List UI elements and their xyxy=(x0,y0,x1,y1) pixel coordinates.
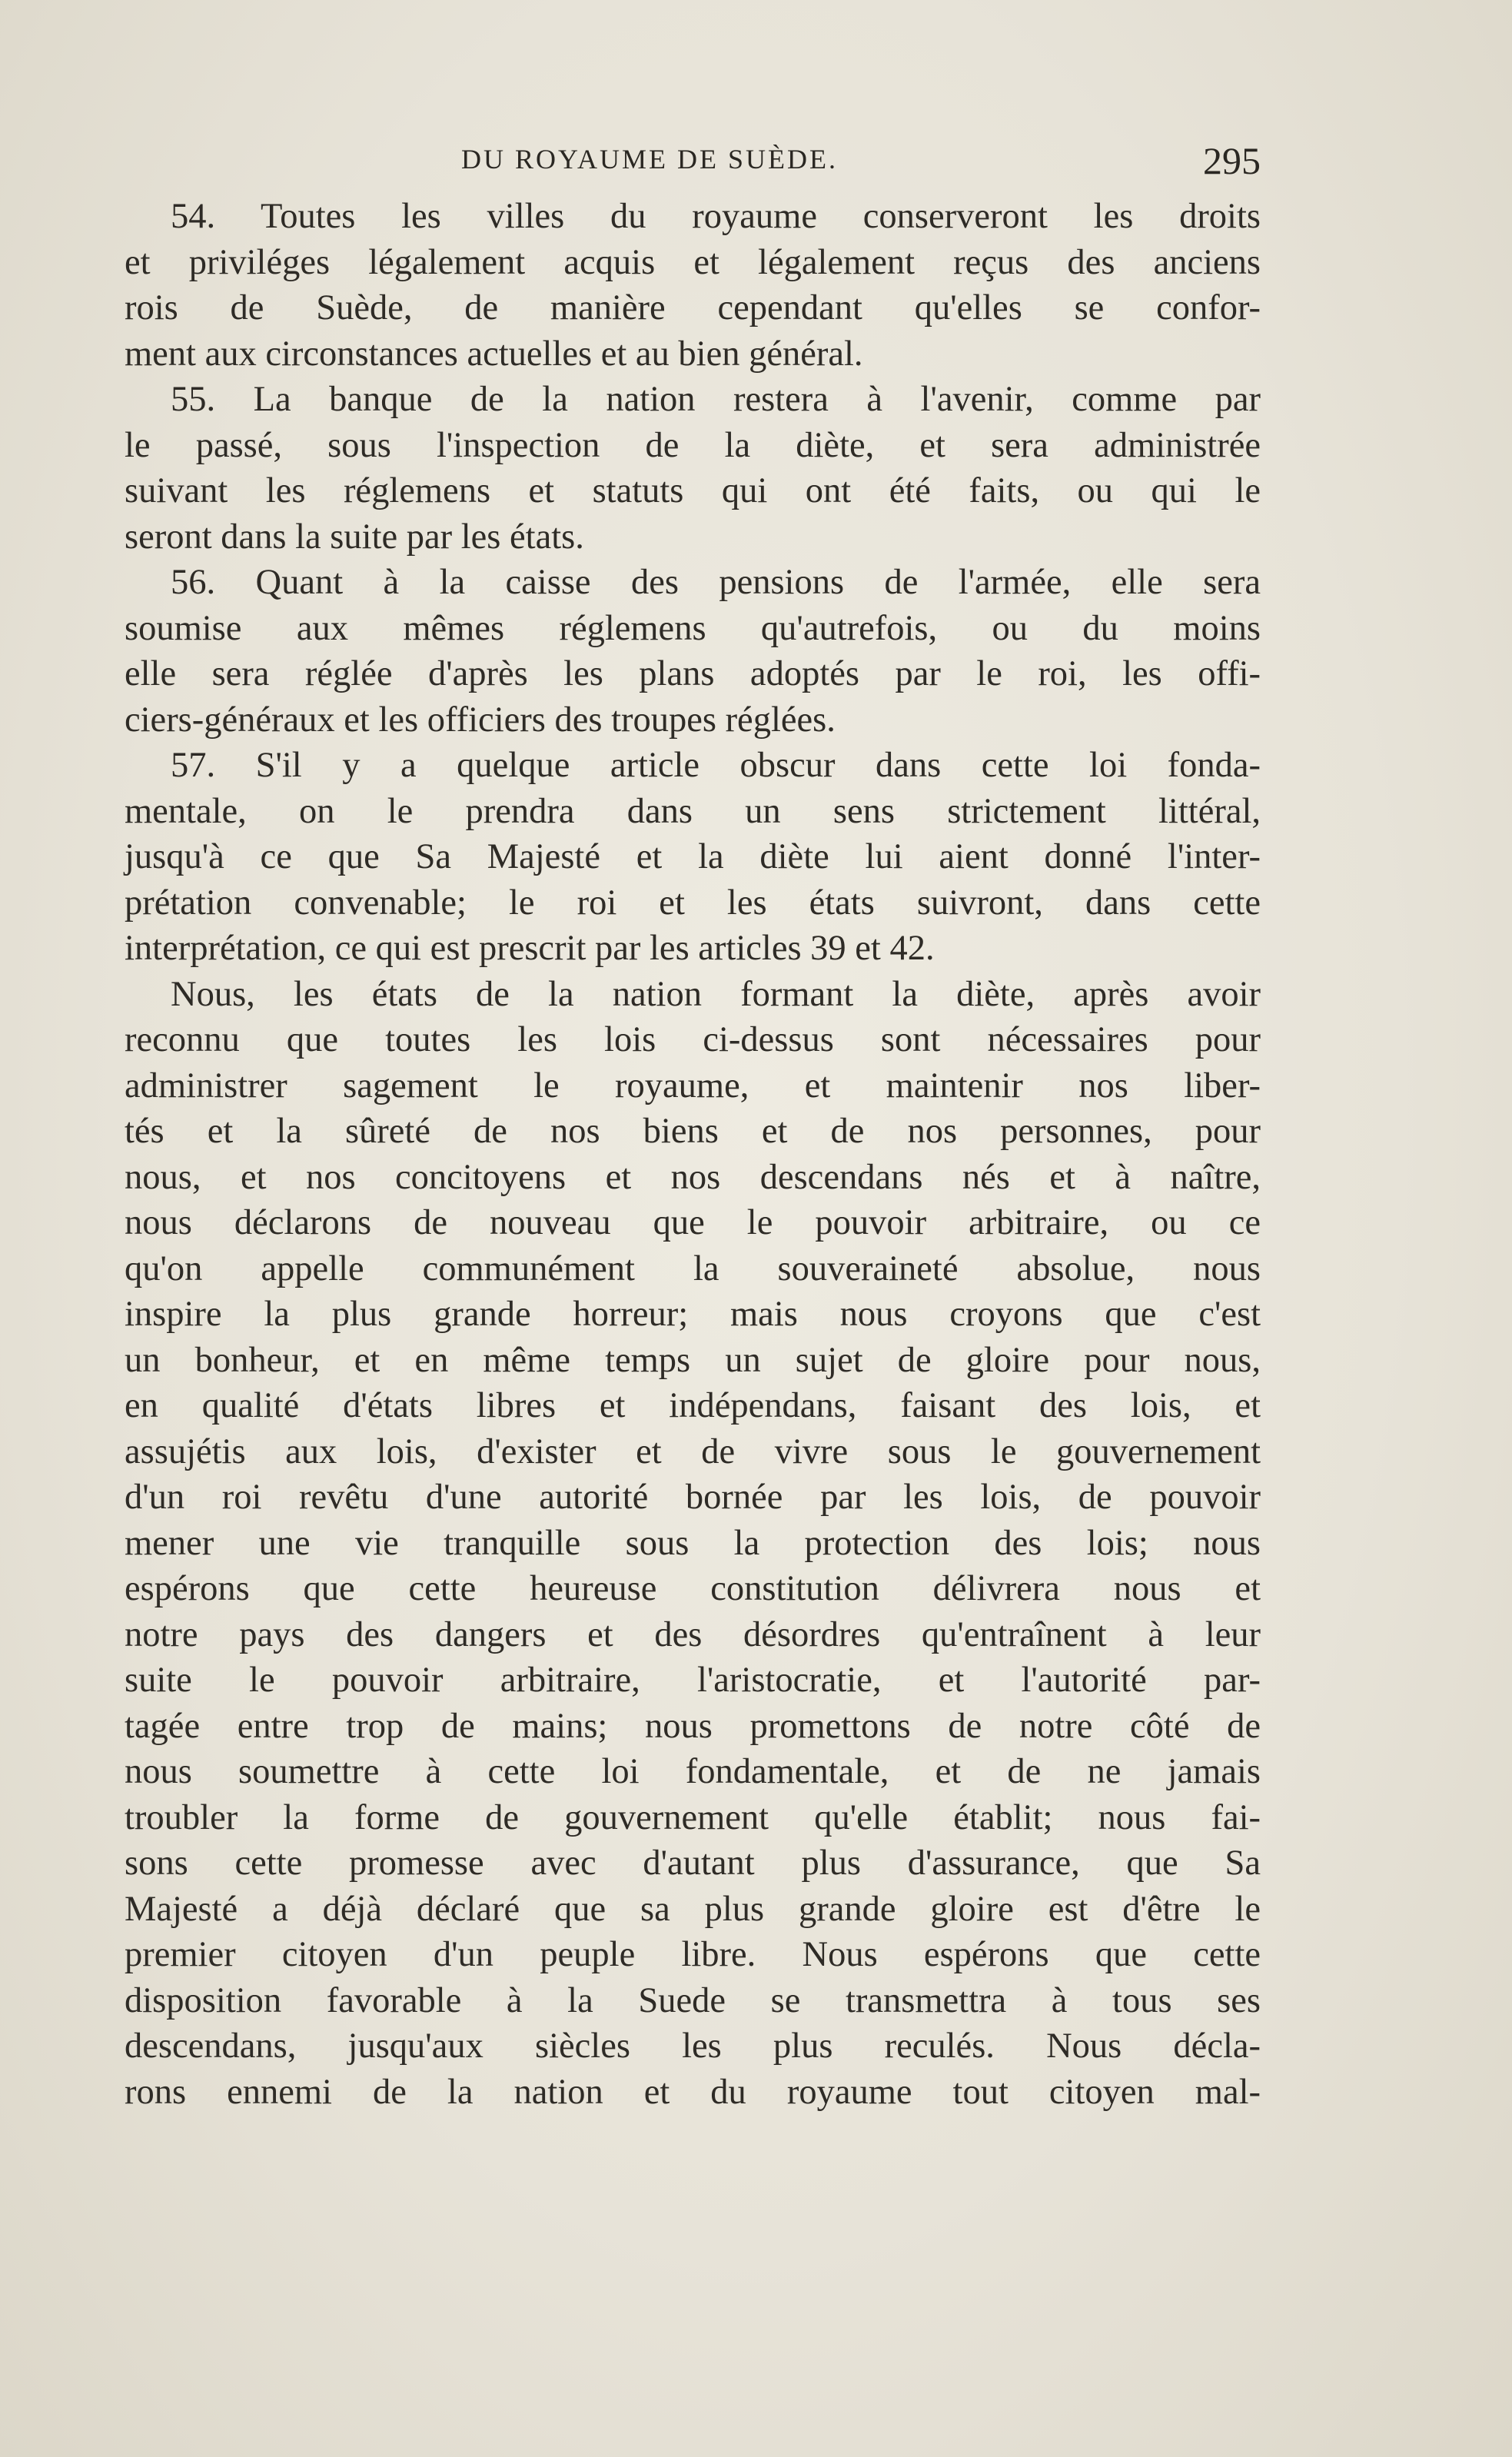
text-line: sons cette promesse avec d'autant plus d'assurance, que Sa xyxy=(125,1844,1261,1883)
text-line: notre pays des dangers et des désordres qu'entraînent à leur xyxy=(125,1614,1261,1654)
text-line: qu'on appelle communément la souveraineté absolue, nous xyxy=(125,1248,1261,1288)
text-line: troubler la forme de gouvernement qu'elle établit; nous fai- xyxy=(125,1797,1261,1837)
text-line: elle sera réglée d'après les plans adoptés par le roi, les offi- xyxy=(125,654,1261,693)
text-line: rons ennemi de la nation et du royaume tout citoyen mal- xyxy=(125,2072,1261,2112)
text-line: suivant les réglemens et statuts qui ont été faits, ou qui le xyxy=(125,471,1261,510)
text-line: reconnu que toutes les lois ci-dessus sont nécessaires pour xyxy=(125,1020,1261,1059)
text-line: d'un roi revêtu d'une autorité bornée par les lois, de pouvoir xyxy=(125,1478,1261,1517)
text-line: nous, et nos concitoyens et nos descendans nés et à naître, xyxy=(125,1157,1261,1197)
text-line: 54. Toutes les villes du royaume conserveront les droits xyxy=(171,197,1261,236)
text-line: rois de Suède, de manière cependant qu'elles se confor- xyxy=(125,288,1261,327)
text-line: espérons que cette heureuse constitution délivrera nous et xyxy=(125,1569,1261,1608)
text-line: Majesté a déjà déclaré que sa plus grande gloire est d'être le xyxy=(125,1889,1261,1929)
text-line: suite le pouvoir arbitraire, l'aristocratie, et l'autorité par- xyxy=(125,1661,1261,1700)
text-line: un bonheur, et en même temps un sujet de gloire pour nous, xyxy=(125,1340,1261,1380)
text-line: 55. La banque de la nation restera à l'avenir, comme par xyxy=(171,380,1261,419)
text-line: seront dans la suite par les états. xyxy=(125,517,584,557)
text-line: ment aux circonstances actuelles et au bien général. xyxy=(125,334,863,374)
text-line: mener une vie tranquille sous la protection des lois; nous xyxy=(125,1523,1261,1563)
text-line: et priviléges légalement acquis et légalement reçus des anciens xyxy=(125,242,1261,282)
text-line: 57. S'il y a quelque article obscur dans cette loi fonda- xyxy=(171,746,1261,785)
text-line: premier citoyen d'un peuple libre. Nous espérons que cette xyxy=(125,1935,1261,1974)
text-line: assujétis aux lois, d'exister et de vivre sous le gouvernement xyxy=(125,1431,1261,1471)
body-text xyxy=(125,194,1261,2115)
text-line: mentale, on le prendra dans un sens strictement littéral, xyxy=(125,791,1261,831)
text-line: le passé, sous l'inspection de la diète, et sera administrée xyxy=(125,425,1261,465)
text-line: administrer sagement le royaume, et maintenir nos liber- xyxy=(125,1066,1261,1105)
text-line: ciers-généraux et les officiers des troupes réglées. xyxy=(125,700,836,740)
text-line: interprétation, ce qui est prescrit par les articles 39 et 42. xyxy=(125,929,935,968)
text-line: 56. Quant à la caisse des pensions de l'armée, elle sera xyxy=(171,563,1261,602)
text-line: nous soumettre à cette loi fondamentale, et de ne jamais xyxy=(125,1752,1261,1791)
text-line: Nous, les états de la nation formant la diète, après avoir xyxy=(171,974,1261,1014)
text-line: prétation convenable; le roi et les états suivront, dans cette xyxy=(125,883,1261,923)
text-line: jusqu'à ce que Sa Majesté et la diète lui aient donné l'inter- xyxy=(125,837,1261,876)
text-line: disposition favorable à la Suede se transmettra à tous ses xyxy=(125,1980,1261,2020)
text-line: en qualité d'états libres et indépendans, faisant des lois, et xyxy=(125,1386,1261,1425)
running-title: DU ROYAUME DE SUÈDE. xyxy=(461,144,838,175)
page-header xyxy=(123,139,1261,189)
text-line: descendans, jusqu'aux siècles les plus reculés. Nous décla- xyxy=(125,2026,1261,2066)
text-line: inspire la plus grande horreur; mais nous croyons que c'est xyxy=(125,1295,1261,1334)
text-line: soumise aux mêmes réglemens qu'autrefois, ou du moins xyxy=(125,608,1261,648)
page-number: 295 xyxy=(1203,139,1261,182)
text-line: tagée entre trop de mains; nous promettons de notre côté de xyxy=(125,1706,1261,1746)
text-line: nous déclarons de nouveau que le pouvoir arbitraire, ou ce xyxy=(125,1203,1261,1242)
text-line: tés et la sûreté de nos biens et de nos personnes, pour xyxy=(125,1112,1261,1151)
